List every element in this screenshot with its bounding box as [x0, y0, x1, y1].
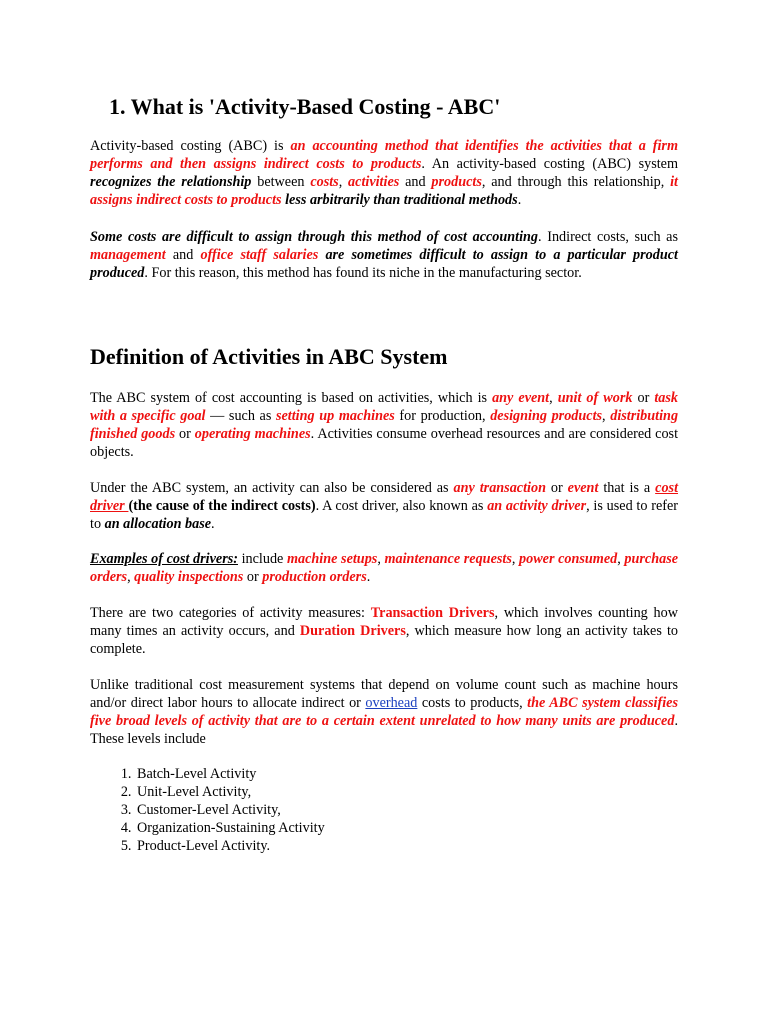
- emphasis-text: any event: [492, 390, 550, 406]
- paragraph-difficult-costs: [90, 228, 678, 282]
- text-run: ,: [617, 551, 625, 567]
- paragraph-examples: [90, 550, 678, 586]
- overhead-link[interactable]: overhead: [365, 695, 418, 711]
- text-run: , which involves counting how many times an activity occurs, and: [90, 605, 678, 639]
- emphasis-text: an accounting method that identifies the activities that a firm performs and then assigns indirect costs to products: [90, 138, 678, 172]
- text-run: .: [366, 569, 371, 585]
- emphasis-text: event: [567, 480, 599, 496]
- text-run: costs to products,: [417, 695, 528, 711]
- emphasis-text: Duration Drivers: [299, 623, 406, 639]
- text-run: ,: [377, 551, 385, 567]
- emphasis-text: office staff salaries: [200, 247, 319, 263]
- list-item: 5. Product-Level Activity.: [135, 837, 325, 855]
- emphasis-text: machine setups: [286, 551, 378, 567]
- emphasis-text: task with a specific goal: [90, 390, 679, 424]
- emphasis-text: recognizes the relationship: [90, 174, 252, 190]
- emphasis-text: the ABC system classifies five broad levels of activity that are to a certain extent unrelated to how many units are produced: [90, 695, 678, 729]
- emphasis-text: purchase orders: [90, 551, 679, 585]
- text-run: that is a: [598, 480, 656, 496]
- text-run: include: [237, 551, 287, 567]
- emphasis-text: production orders: [262, 569, 367, 585]
- emphasis-text: any transaction: [453, 480, 546, 496]
- emphasis-text: setting up machines: [275, 408, 395, 424]
- text-run: Unlike traditional cost measurement systems that depend on volume count such as machine hours and/or direct labor hours to allocate indirect or: [90, 677, 678, 711]
- text-run: ,: [511, 551, 520, 567]
- emphasis-text: management: [90, 247, 166, 263]
- text-run: . A cost driver, also known as: [315, 498, 488, 514]
- section-heading-definition: Definition of Activities in ABC System: [90, 344, 448, 369]
- text-run: or: [175, 426, 195, 442]
- section-heading-abc: 1. What is 'Activity-Based Costing - ABC': [109, 94, 501, 119]
- emphasis-text: operating machines: [194, 426, 311, 442]
- emphasis-text: distributing finished goods: [90, 408, 679, 442]
- emphasis-text: power consumed: [519, 551, 618, 567]
- paragraph-activity-measures: [90, 604, 678, 658]
- text-run: , is used to refer to: [90, 498, 678, 532]
- emphasis-text: unit of work: [557, 390, 633, 406]
- text-run: ,: [127, 569, 135, 585]
- list-item: 3. Customer-Level Activity,: [135, 801, 325, 819]
- text-run: and: [165, 247, 201, 263]
- text-run: . An activity-based costing (ABC) system: [421, 156, 678, 172]
- paragraph-activities: [90, 389, 678, 461]
- text-run: for production,: [394, 408, 491, 424]
- emphasis-text: products: [431, 174, 482, 190]
- text-run: — such as: [205, 408, 276, 424]
- text-run: . These levels include: [90, 713, 678, 747]
- paragraph-levels-intro: [90, 676, 678, 748]
- emphasis-text: designing products: [490, 408, 603, 424]
- emphasis-text: (the cause of the indirect costs): [128, 498, 316, 514]
- emphasis-text: activities: [348, 174, 400, 190]
- text-run: or: [545, 480, 568, 496]
- emphasis-text: are sometimes difficult to assign to a particular product produced: [90, 247, 678, 281]
- text-run: .: [517, 192, 522, 208]
- emphasis-text: maintenance requests: [384, 551, 512, 567]
- text-run: ,: [338, 174, 349, 190]
- text-run: ,: [602, 408, 611, 424]
- text-run: The ABC system of cost accounting is based on activities, which is: [90, 390, 493, 406]
- emphasis-text: less arbitrarily than traditional methods: [285, 192, 518, 208]
- text-run: Activity-based costing (ABC) is: [90, 138, 291, 154]
- text-run: . Activities consume overhead resources and are considered cost objects.: [90, 426, 679, 460]
- text-run: ,: [549, 390, 558, 406]
- text-run: . For this reason, this method has found its niche in the manufacturing sector.: [144, 265, 582, 281]
- emphasis-text: quality inspections: [134, 569, 244, 585]
- list-item: 1. Batch-Level Activity: [135, 765, 325, 783]
- text-run: or: [632, 390, 655, 406]
- text-run: . Indirect costs, such as: [538, 229, 678, 245]
- paragraph-cost-driver: [90, 479, 678, 533]
- text-run: or: [243, 569, 263, 585]
- emphasis-text: Some costs are difficult to assign through this method of cost accounting: [90, 229, 539, 245]
- emphasis-text: cost driver: [90, 480, 679, 514]
- list-item: 4. Organization-Sustaining Activity: [135, 819, 325, 837]
- emphasis-text: an allocation base: [104, 516, 212, 532]
- text-run: There are two categories of activity measures:: [90, 605, 371, 621]
- text-run: , which measure how long an activity takes to complete.: [90, 623, 678, 657]
- text-run: and: [399, 174, 432, 190]
- activity-levels-list: [117, 765, 325, 855]
- paragraph-abc-definition: [90, 137, 678, 209]
- text-run: Under the ABC system, an activity can also be considered as: [90, 480, 454, 496]
- text-run: , and through this relationship,: [481, 174, 671, 190]
- emphasis-text: Transaction Drivers: [370, 605, 495, 621]
- emphasis-text: it assigns indirect costs to products: [90, 174, 678, 208]
- text-run: between: [251, 174, 311, 190]
- list-item: 2. Unit-Level Activity,: [135, 783, 325, 801]
- text-run: .: [211, 516, 215, 532]
- emphasis-text: costs: [310, 174, 339, 190]
- emphasis-text: Examples of cost drivers:: [90, 551, 238, 567]
- emphasis-text: an activity driver: [487, 498, 587, 514]
